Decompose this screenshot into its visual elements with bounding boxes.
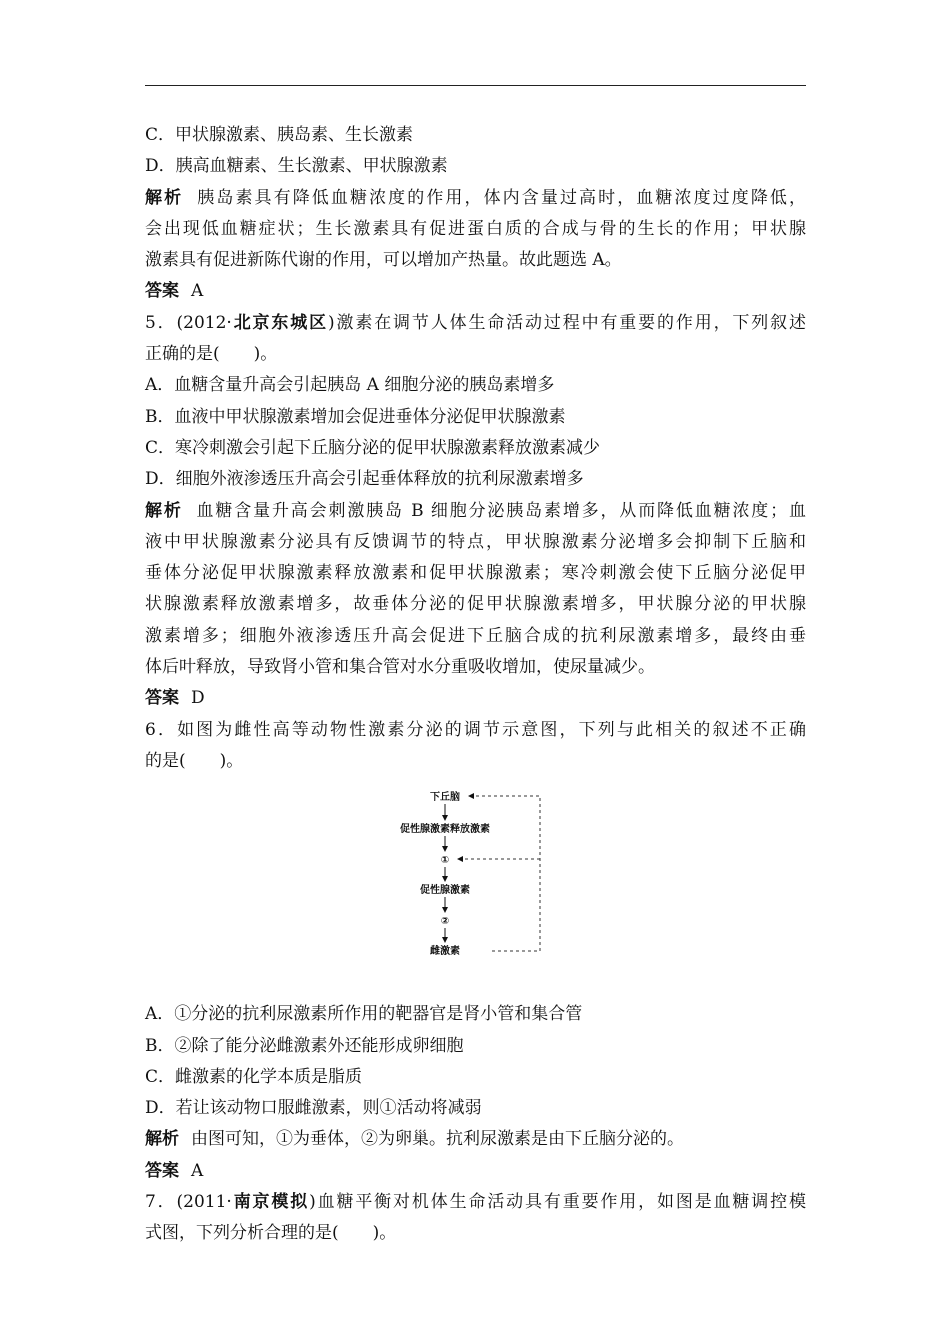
answer-label: 答案 xyxy=(145,281,179,302)
answer-label: 答案 xyxy=(145,1160,179,1181)
diagram-node-estrogen: 雌激素 xyxy=(430,946,460,958)
diagram-node-hypothalamus: 下丘脑 xyxy=(430,792,460,804)
analysis-text: 由图可知，①为垂体，②为卵巢。抗利尿激素是由下丘脑分泌的。 xyxy=(191,1129,684,1150)
q5-option-a: A．血糖含量升高会引起胰岛 A 细胞分泌的胰岛素增多 xyxy=(145,375,555,396)
q7-stem-line2: 式图，下列分析合理的是( )。 xyxy=(145,1223,397,1244)
q5-option-d: D．细胞外液渗透压升高会引起垂体释放的抗利尿激素增多 xyxy=(145,469,584,490)
q5-analysis-line: 垂体分泌促甲状腺激素释放激素和促甲状腺激素；寒冷刺激会使下丘脑分泌促甲 xyxy=(145,563,806,584)
diagram-node-gnrh: 促性腺激素释放激素 xyxy=(400,824,490,836)
q4-option-d: D．胰高血糖素、生长激素、甲状腺激素 xyxy=(145,156,448,177)
q6-analysis xyxy=(145,1124,806,1155)
q7-stem xyxy=(145,1187,806,1218)
diagram-svg xyxy=(385,779,555,991)
q4-answer xyxy=(145,276,806,307)
q4-option-c: C．甲状腺激素、胰岛素、生长激素 xyxy=(145,125,414,145)
q5-option-b: B．血液中甲状腺激素增加会促进垂体分泌促甲状腺激素 xyxy=(145,406,566,427)
question-source: (2012·北京东城区) xyxy=(176,312,335,333)
q5-option-c: C．寒冷刺激会引起下丘脑分泌的促甲状腺激素释放激素减少 xyxy=(145,437,601,458)
q5-answer xyxy=(145,683,806,714)
q5-stem-line2: 正确的是( )。 xyxy=(145,344,278,365)
question-source: (2011·南京模拟) xyxy=(176,1192,316,1213)
question-number: 7． xyxy=(145,1192,177,1213)
hormone-regulation-diagram xyxy=(145,777,806,999)
q4-analysis-line xyxy=(145,183,806,214)
document-body xyxy=(145,120,806,1250)
diagram-node-gonadotropin: 促性腺激素 xyxy=(420,885,470,897)
answer-value: D xyxy=(191,688,205,709)
question-number: 6． xyxy=(145,719,178,740)
q6-option-d: D．若让该动物口服雌激素，则①活动将减弱 xyxy=(145,1098,482,1119)
answer-value: A xyxy=(191,1160,204,1181)
analysis-label: 解析 xyxy=(145,500,183,521)
analysis-text: 血糖含量升高会刺激胰岛 B 细胞分泌胰岛素增多，从而降低血糖浓度；血 xyxy=(194,500,806,521)
header-rule xyxy=(145,85,806,86)
answer-label: 答案 xyxy=(145,688,179,709)
q4-analysis-line: 激素具有促进新陈代谢的作用，可以增加产热量。故此题选 A。 xyxy=(145,250,622,271)
q5-analysis-line: 状腺激素释放激素增多，故垂体分泌的促甲状腺激素增多，甲状腺分泌的甲状腺 xyxy=(145,594,806,615)
q6-option-b: B．②除了能分泌雌激素外还能形成卵细胞 xyxy=(145,1035,464,1056)
answer-value: A xyxy=(191,281,204,302)
q5-analysis-line xyxy=(145,496,806,527)
q6-option-a: A．①分泌的抗利尿激素所作用的靶器官是肾小管和集合管 xyxy=(145,1004,583,1025)
analysis-label: 解析 xyxy=(145,187,184,208)
q6-stem-line2: 的是( )。 xyxy=(145,750,244,771)
q6-answer xyxy=(145,1156,806,1187)
q4-analysis-line: 会出现低血糖症状；生长激素具有促进蛋白质的合成与骨的生长的作用；甲状腺 xyxy=(145,218,806,239)
q5-stem xyxy=(145,308,806,339)
question-stem-text: 如图为雌性高等动物性激素分泌的调节示意图，下列与此相关的叙述不正确 xyxy=(177,719,806,740)
analysis-label: 解析 xyxy=(145,1129,179,1150)
diagram-node-2: ② xyxy=(440,916,450,928)
question-number: 5． xyxy=(145,312,177,333)
diagram-node-1: ① xyxy=(440,855,450,867)
q6-option-c: C．雌激素的化学本质是脂质 xyxy=(145,1066,363,1087)
question-stem-text: 激素在调节人体生命活动过程中有重要的作用，下列叙述 xyxy=(334,312,806,333)
q5-analysis-line: 液中甲状腺激素分泌具有反馈调节的特点，甲状腺激素分泌增多会抑制下丘脑和 xyxy=(145,531,806,552)
diagram-feedback-hypothalamus xyxy=(469,796,540,951)
question-stem-text: 血糖平衡对机体生命活动具有重要作用，如图是血糖调控模 xyxy=(315,1192,806,1213)
q6-stem xyxy=(145,715,806,746)
q5-analysis-line: 激素增多；细胞外液渗透压升高会促进下丘脑合成的抗利尿激素增多，最终由垂 xyxy=(145,625,806,646)
analysis-text: 胰岛素具有降低血糖浓度的作用，体内含量过高时，血糖浓度过度降低， xyxy=(195,187,806,208)
q5-analysis-line: 体后叶释放，导致肾小管和集合管对水分重吸收增加，使尿量减少。 xyxy=(145,657,655,678)
